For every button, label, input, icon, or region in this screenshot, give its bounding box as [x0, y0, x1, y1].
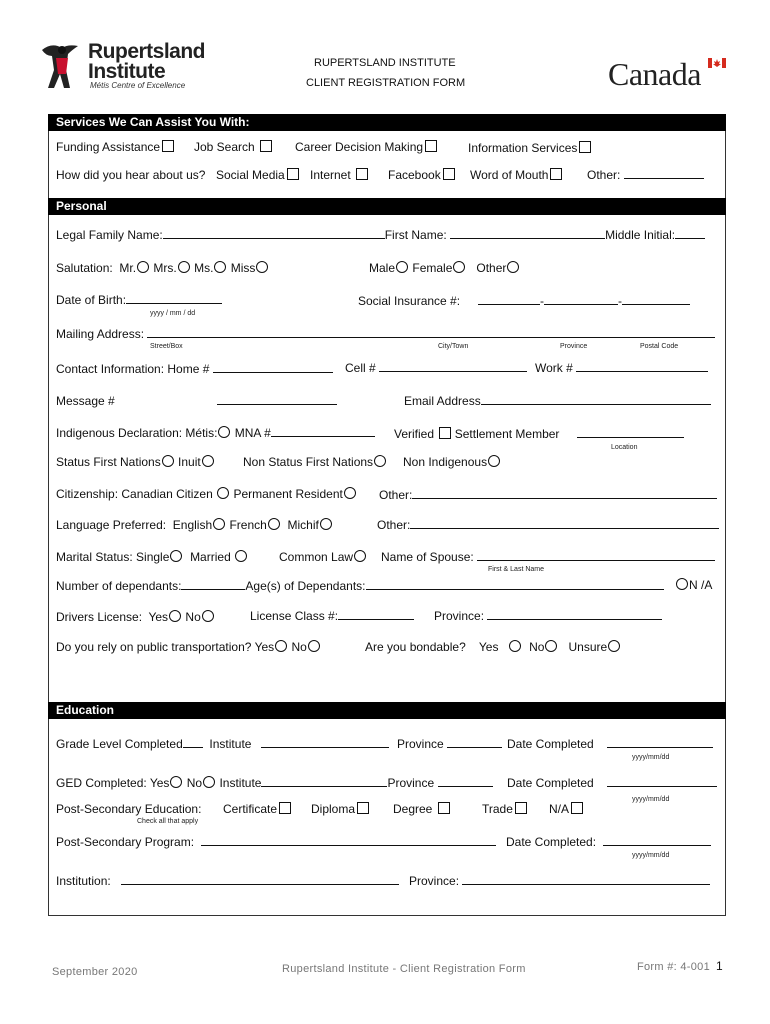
verified-label: Verified: [394, 427, 435, 441]
bondable-no-label: No: [529, 640, 545, 654]
first-name-field[interactable]: [450, 228, 605, 239]
canada-text: Canada: [608, 56, 701, 92]
prog-date-label: Date Completed:: [506, 835, 597, 849]
drivers-label: Drivers License:: [56, 610, 143, 624]
internet-label: Internet: [310, 168, 351, 182]
ged-no-radio[interactable]: [203, 776, 215, 788]
metis-radio[interactable]: [218, 426, 230, 438]
citizen-radio[interactable]: [217, 487, 229, 499]
ged-date-group: [507, 776, 717, 790]
grade-date-hint: yyyy/mm/dd: [632, 754, 670, 761]
metis-label: Indigenous Declaration: Métis:: [56, 426, 218, 440]
degree-label: Degree: [393, 802, 433, 816]
services-heading: Services We Can Assist You With:: [48, 114, 726, 131]
dob-group: [56, 293, 222, 307]
perm-res-radio[interactable]: [344, 487, 356, 499]
mailing-field[interactable]: [147, 327, 715, 338]
diploma-checkbox[interactable]: [357, 802, 369, 814]
check-all-hint: Check all that apply: [137, 818, 199, 825]
ged-date-label: Date Completed: [507, 776, 594, 790]
transport-no-label: No: [291, 640, 307, 654]
cell-group: [345, 361, 527, 375]
transport-yes-radio[interactable]: [275, 640, 287, 652]
inuit-radio[interactable]: [202, 455, 214, 467]
english-radio[interactable]: [213, 518, 225, 530]
cell-label: Cell #: [345, 361, 376, 375]
drivers-row: [56, 610, 215, 624]
status-row: [56, 455, 215, 469]
email-field[interactable]: [481, 394, 711, 405]
grade-field[interactable]: [183, 737, 203, 748]
job-search-group: [194, 140, 272, 154]
inst-province-field[interactable]: [462, 874, 710, 885]
program-field[interactable]: [201, 835, 496, 846]
ged-institute-label: Institute: [219, 776, 262, 790]
french-radio[interactable]: [268, 518, 280, 530]
middle-initial-label: Middle Initial:: [605, 228, 676, 242]
license-class-label: License Class #:: [250, 609, 339, 623]
drivers-no-label: No: [185, 610, 201, 624]
common-law-label: Common Law: [279, 550, 354, 564]
form-title: RUPERTSLAND INSTITUTE: [314, 57, 456, 69]
ged-no-label: No: [186, 776, 203, 790]
program-label: Post-Secondary Program:: [56, 835, 195, 849]
salutation-label: Salutation:: [56, 261, 113, 275]
home-phone-field[interactable]: [213, 362, 333, 373]
settlement-field-wrap: [577, 427, 684, 441]
ged-institute-field[interactable]: [261, 776, 387, 787]
footer-date: September 2020: [52, 966, 138, 978]
transport-row: [56, 640, 321, 654]
bondable-yes-radio[interactable]: [509, 640, 521, 652]
work-label: Work #: [535, 361, 573, 375]
ged-yes-radio[interactable]: [170, 776, 182, 788]
married-radio[interactable]: [235, 550, 247, 562]
first-name-label: First Name:: [384, 228, 447, 242]
mrs-label: Mrs.: [153, 261, 177, 275]
dependants-row: [56, 579, 664, 593]
postal-hint: Postal Code: [640, 343, 679, 350]
trade-label: Trade: [482, 802, 513, 816]
settlement-field[interactable]: [577, 427, 684, 438]
diploma-label: Diploma: [311, 802, 356, 816]
logo-figure-icon: [38, 40, 84, 90]
funding-label: Funding Assistance: [56, 140, 161, 154]
lic-province-group: [434, 609, 662, 623]
perm-res-label: Permanent Resident: [233, 487, 343, 501]
facebook-checkbox[interactable]: [443, 168, 455, 180]
edu-na-label: N/A: [549, 802, 570, 816]
french-label: French: [229, 518, 267, 532]
other-gender-label: Other: [476, 261, 507, 275]
degree-group: [393, 802, 450, 816]
non-indigenous-label: Non Indigenous: [403, 455, 488, 469]
ged-province-label: Province: [387, 776, 435, 790]
license-class-field[interactable]: [338, 609, 414, 620]
inst-province-group: [409, 874, 710, 888]
bondable-label: Are you bondable?: [365, 640, 466, 654]
certificate-group: [223, 802, 291, 816]
sin-group: [358, 294, 460, 308]
word-label: Word of Mouth: [470, 168, 549, 182]
mr-radio[interactable]: [137, 261, 149, 273]
post-sec-label: Post-Secondary Education:: [56, 802, 202, 816]
ages-label: Age(s) of Dependants:: [245, 579, 366, 593]
lang-other-group: [377, 518, 719, 532]
prog-date-group: [506, 835, 711, 849]
message-label: Message #: [56, 394, 115, 408]
unsure-radio[interactable]: [608, 640, 620, 652]
email-group: [404, 394, 711, 408]
drivers-yes-label: Yes: [148, 610, 169, 624]
grade-date-label: Date Completed: [507, 737, 594, 751]
canada-wordmark: [608, 56, 701, 93]
dependants-label: Number of dependants:: [56, 579, 182, 593]
mr-label: Mr.: [119, 261, 137, 275]
internet-group: [310, 168, 368, 182]
diploma-group: [311, 802, 369, 816]
language-label: Language Preferred:: [56, 518, 167, 532]
ged-province-field[interactable]: [438, 776, 493, 787]
facebook-group: [388, 168, 455, 182]
mna-field[interactable]: [271, 426, 375, 437]
sin-fields: - -: [478, 294, 690, 308]
bondable-yes-label: Yes: [478, 640, 499, 654]
grade-province-field[interactable]: [447, 737, 502, 748]
mailing-label: Mailing Address:: [56, 327, 145, 341]
indigenous-row: [56, 426, 375, 440]
institution-label: Institution:: [56, 874, 111, 888]
message-field[interactable]: [217, 394, 337, 405]
gender-row: [369, 261, 520, 275]
sin-label: Social Insurance #:: [358, 294, 461, 308]
edu-na-group: [549, 802, 583, 816]
prog-date-field[interactable]: [603, 835, 711, 846]
lang-other-label: Other:: [377, 518, 411, 532]
personal-heading: Personal: [48, 198, 726, 215]
non-status-label: Non Status First Nations: [243, 455, 374, 469]
funding-checkbox[interactable]: [162, 140, 174, 152]
drivers-no-radio[interactable]: [202, 610, 214, 622]
email-label: Email Address: [404, 394, 481, 408]
ms-label: Ms.: [194, 261, 214, 275]
dependants-field[interactable]: [181, 579, 245, 590]
lic-province-label: Province:: [434, 609, 485, 623]
transport-no-radio[interactable]: [308, 640, 320, 652]
ged-date-field[interactable]: [607, 776, 717, 787]
info-checkbox[interactable]: [579, 141, 591, 153]
first-last-hint: First & Last Name: [488, 566, 545, 573]
job-checkbox[interactable]: [260, 140, 272, 152]
michif-radio[interactable]: [320, 518, 332, 530]
ages-field[interactable]: [366, 579, 664, 590]
institution-field[interactable]: [121, 874, 399, 885]
bondable-no-radio[interactable]: [545, 640, 557, 652]
logo: [38, 40, 206, 92]
work-field[interactable]: [576, 361, 708, 372]
logo-subtitle: Métis Centre of Excellence: [90, 81, 186, 90]
post-sec-row: [56, 802, 201, 816]
canada-flag-icon: [708, 58, 726, 68]
settlement-label: Settlement Member: [454, 427, 560, 441]
sin-part-3[interactable]: [622, 294, 690, 305]
ged-row: [56, 776, 493, 790]
inst-province-label: Province:: [409, 874, 460, 888]
middle-initial-field[interactable]: [675, 228, 705, 239]
career-label: Career Decision Making: [295, 140, 424, 154]
female-label: Female: [412, 261, 453, 275]
michif-label: Michif: [287, 518, 319, 532]
grade-label: Grade Level Completed: [56, 737, 183, 751]
other-source-label: Other:: [587, 168, 621, 182]
cit-other-label: Other:: [379, 488, 413, 502]
grade-row: [56, 737, 389, 751]
grade-institute-label: Institute: [209, 737, 252, 751]
grade-province-group: [397, 737, 502, 751]
single-label: Marital Status: Single: [56, 550, 170, 564]
non-status-radio[interactable]: [374, 455, 386, 467]
trade-checkbox[interactable]: [515, 802, 527, 814]
ged-label: GED Completed: Yes: [56, 776, 170, 790]
word-checkbox[interactable]: [550, 168, 562, 180]
dob-field[interactable]: [126, 293, 222, 304]
ged-date-hint: yyyy/mm/dd: [632, 796, 670, 803]
other-source-field[interactable]: [624, 168, 704, 179]
grade-province-label: Province: [397, 737, 444, 751]
miss-radio[interactable]: [256, 261, 268, 273]
common-law-group: [279, 550, 367, 564]
social-checkbox[interactable]: [287, 168, 299, 180]
spouse-label: Name of Spouse:: [381, 550, 474, 564]
status-fn-radio[interactable]: [162, 455, 174, 467]
cit-other-field[interactable]: [412, 488, 717, 499]
job-label: Job Search: [194, 140, 255, 154]
info-group: [468, 141, 591, 155]
male-radio[interactable]: [396, 261, 408, 273]
citizen-label: Citizenship: Canadian Citizen: [56, 487, 213, 501]
services-row-1: [56, 140, 174, 154]
other-source-group: [587, 168, 704, 182]
marital-row: [56, 550, 248, 564]
non-indigenous-group: [403, 455, 501, 469]
sin-part-2[interactable]: [544, 294, 618, 305]
internet-checkbox[interactable]: [356, 168, 368, 180]
page-number: 1: [716, 959, 723, 973]
dob-hint: yyyy / mm / dd: [150, 310, 196, 317]
other-gender-radio[interactable]: [507, 261, 519, 273]
career-checkbox[interactable]: [425, 140, 437, 152]
citizenship-row: [56, 487, 357, 501]
street-hint: Street/Box: [150, 343, 183, 350]
single-radio[interactable]: [170, 550, 182, 562]
edu-na-checkbox[interactable]: [571, 802, 583, 814]
social-group: [216, 168, 299, 182]
grade-date-field[interactable]: [607, 737, 713, 748]
dob-label: Date of Birth:: [56, 293, 127, 307]
cell-field[interactable]: [379, 361, 527, 372]
drivers-yes-radio[interactable]: [169, 610, 181, 622]
lang-other-field[interactable]: [410, 518, 719, 529]
degree-checkbox[interactable]: [438, 802, 450, 814]
institution-row: [56, 874, 399, 888]
trade-group: [482, 802, 527, 816]
grade-institute-field[interactable]: [261, 737, 389, 748]
unsure-label: Unsure: [568, 640, 608, 654]
education-heading: Education: [48, 702, 726, 719]
ms-radio[interactable]: [214, 261, 226, 273]
program-row: [56, 835, 496, 849]
certificate-checkbox[interactable]: [279, 802, 291, 814]
verified-checkbox[interactable]: [439, 427, 451, 439]
male-label: Male: [369, 261, 396, 275]
form-subtitle: CLIENT REGISTRATION FORM: [306, 77, 466, 89]
logo-line2: Institute: [88, 60, 166, 83]
footer-form-number: Form #: 4-001: [637, 961, 710, 973]
city-hint: City/Town: [438, 343, 469, 350]
female-radio[interactable]: [453, 261, 465, 273]
logo-line1: Rupertsland: [88, 40, 206, 63]
info-label: Information Services: [468, 141, 578, 155]
location-hint: Location: [611, 444, 638, 451]
non-status-group: [243, 455, 387, 469]
na-label: N /A: [689, 578, 713, 592]
spouse-group: [381, 550, 715, 564]
facebook-label: Facebook: [388, 168, 441, 182]
sin-part-1[interactable]: [478, 294, 540, 305]
prog-date-hint: yyyy/mm/dd: [632, 852, 670, 859]
common-law-radio[interactable]: [354, 550, 366, 562]
mrs-radio[interactable]: [178, 261, 190, 273]
home-label: Contact Information: Home #: [56, 362, 210, 376]
social-label: Social Media: [216, 168, 285, 182]
english-label: English: [172, 518, 213, 532]
bondable-group: [365, 640, 621, 654]
lic-province-field[interactable]: [487, 609, 662, 620]
transport-label: Do you rely on public transportation? Yes: [56, 640, 275, 654]
hear-label: How did you hear about us?: [56, 168, 206, 182]
non-indigenous-radio[interactable]: [488, 455, 500, 467]
message-field-wrap: [217, 394, 337, 408]
family-name-label: Legal Family Name:: [56, 228, 163, 242]
na-group: [675, 578, 712, 592]
certificate-label: Certificate: [223, 802, 278, 816]
contact-row: [56, 362, 333, 376]
grade-date-group: [507, 737, 713, 751]
language-row: [56, 518, 333, 532]
province-hint: Province: [560, 343, 588, 350]
spouse-field[interactable]: [477, 550, 715, 561]
miss-label: Miss: [230, 261, 256, 275]
verified-group: [394, 427, 559, 441]
cit-other-group: [379, 488, 717, 502]
family-name-field[interactable]: [163, 228, 385, 239]
married-label: Married: [190, 550, 231, 564]
footer-center: Rupertsland Institute - Client Registration Form: [282, 963, 526, 975]
mailing-row: [56, 327, 715, 341]
career-group: [295, 140, 437, 154]
na-radio[interactable]: [676, 578, 688, 590]
word-group: [470, 168, 562, 182]
license-class-group: [250, 609, 414, 623]
mna-label: MNA #: [234, 426, 271, 440]
status-fn-label: Status First Nations: [56, 455, 161, 469]
inuit-label: Inuit: [178, 455, 201, 469]
work-group: [535, 361, 708, 375]
salutation-row: [56, 261, 269, 275]
name-row: [56, 228, 705, 242]
